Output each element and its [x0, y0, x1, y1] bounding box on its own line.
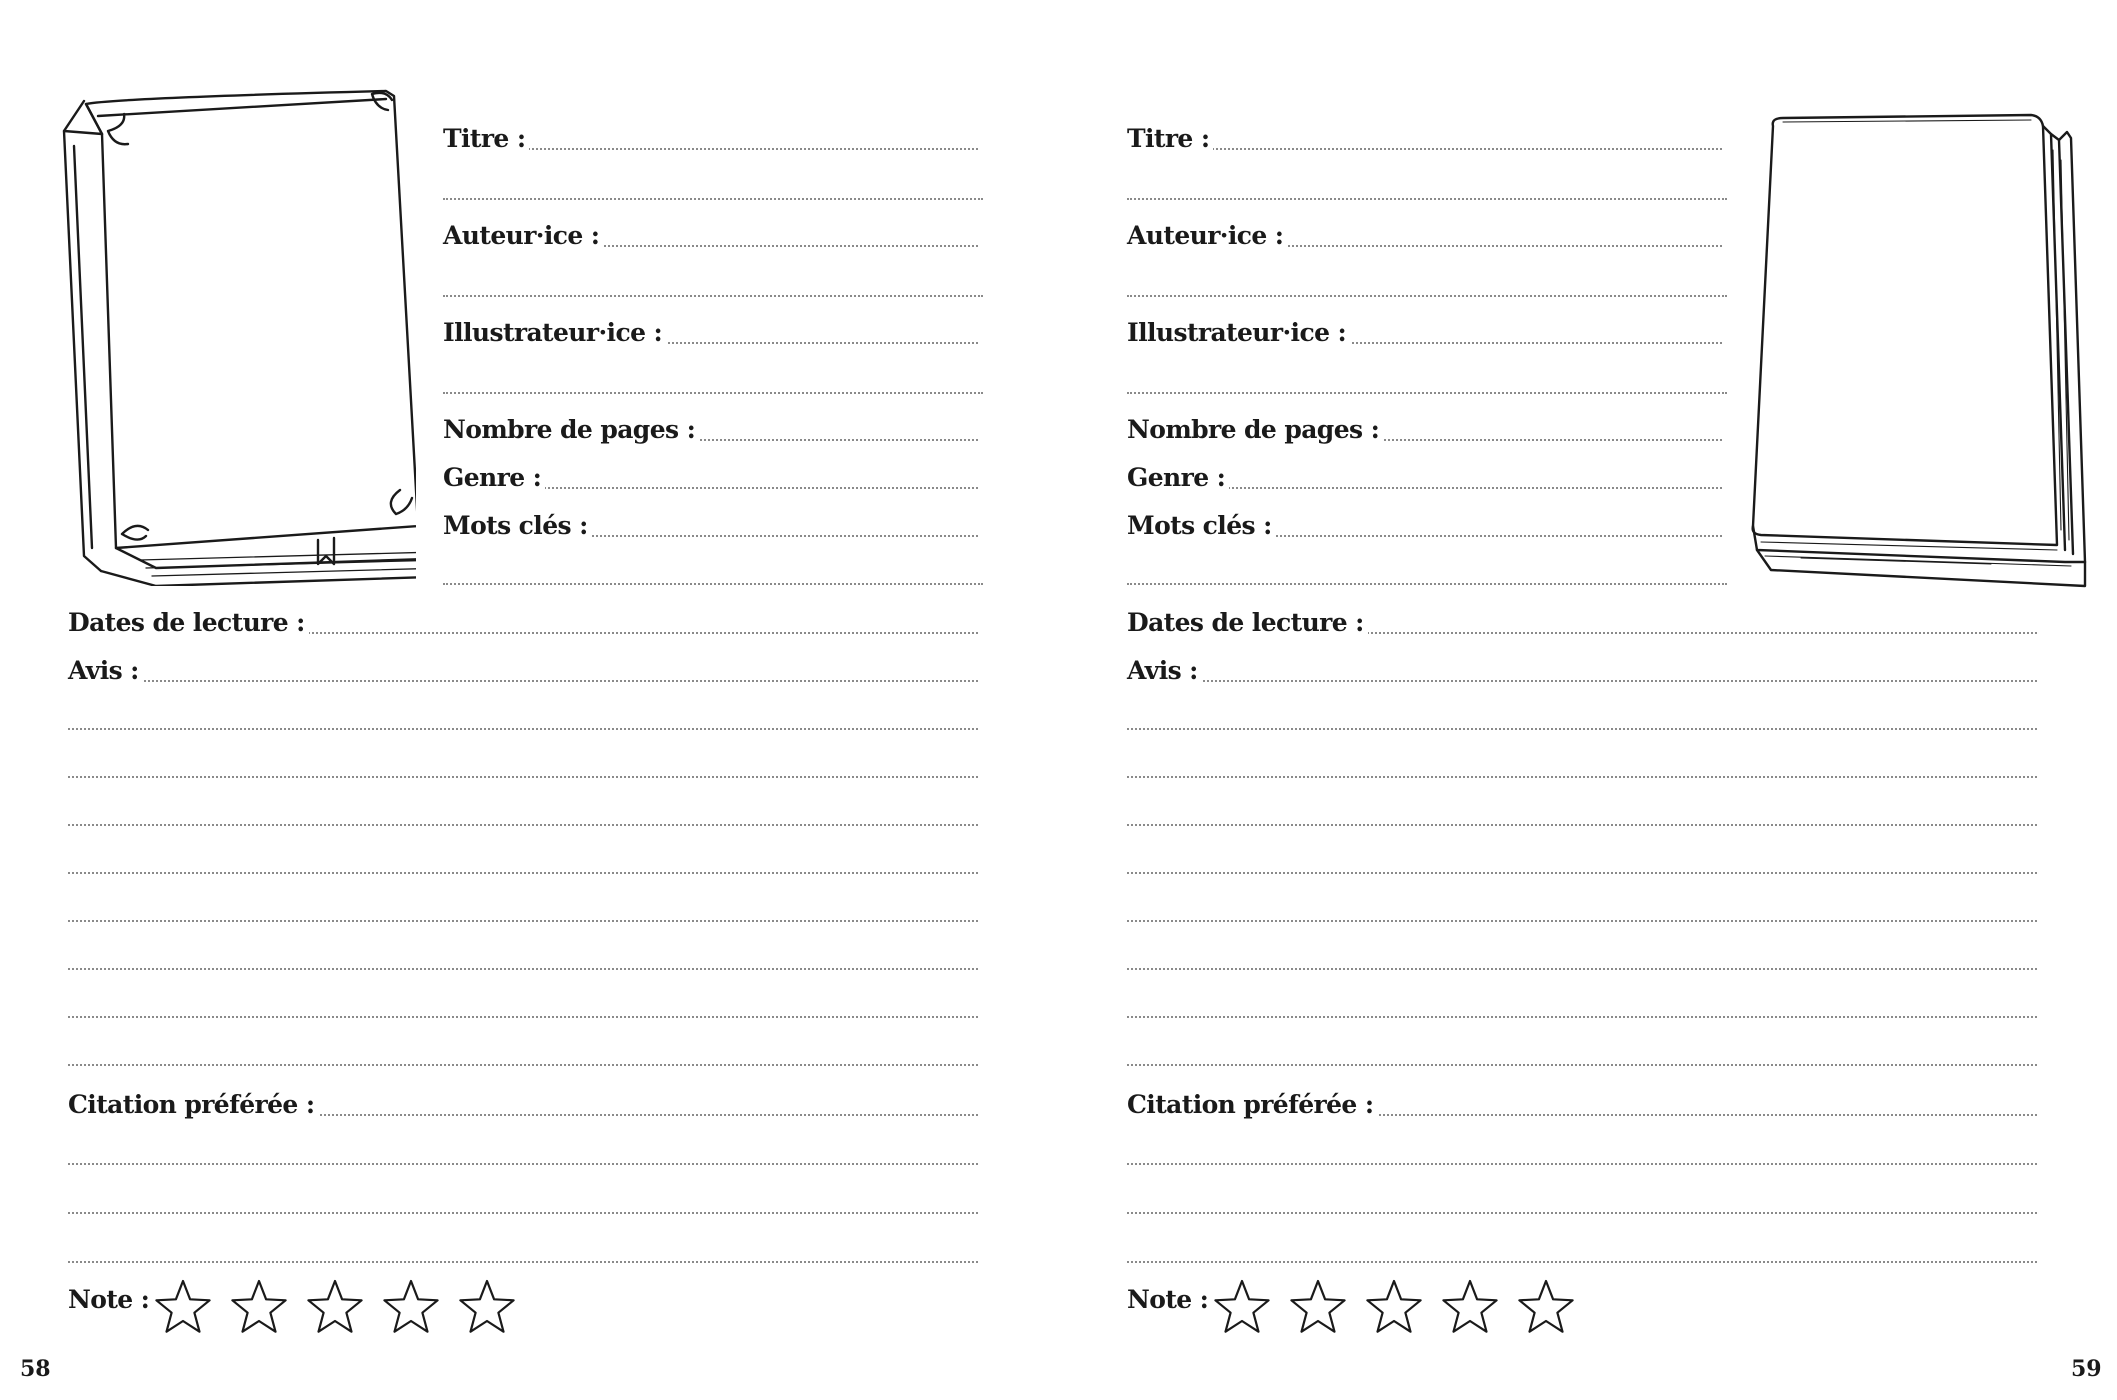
review-line-2[interactable] [1127, 728, 2037, 730]
quote-label: Citation préférée : [68, 1090, 318, 1120]
review-line-9[interactable] [68, 1064, 978, 1066]
review-line-8[interactable] [68, 1016, 978, 1018]
star-icon[interactable] [1288, 1278, 1348, 1338]
review-line[interactable] [1127, 680, 2037, 682]
rating-stars[interactable] [1212, 1278, 1576, 1338]
quote-line-4[interactable] [1127, 1261, 2037, 1263]
closed-book-icon [56, 86, 416, 586]
keywords-label: Mots clés : [1127, 511, 1276, 541]
review-line-3[interactable] [68, 776, 978, 778]
review-label: Avis : [68, 656, 143, 686]
review-line-2[interactable] [68, 728, 978, 730]
rating-stars[interactable] [153, 1278, 517, 1338]
author-label: Auteur·ice : [443, 221, 603, 251]
reading-dates-label: Dates de lecture : [1127, 608, 1368, 638]
review-line-4[interactable] [68, 824, 978, 826]
author-line-2[interactable] [1127, 295, 1727, 297]
title-line-2[interactable] [1127, 198, 1727, 200]
star-icon[interactable] [1212, 1278, 1272, 1338]
review-line-3[interactable] [1127, 776, 2037, 778]
quote-line-3[interactable] [68, 1212, 978, 1214]
star-icon[interactable] [381, 1278, 441, 1338]
page-number: 58 [20, 1356, 51, 1382]
review-line-9[interactable] [1127, 1064, 2037, 1066]
keywords-label: Mots clés : [443, 511, 592, 541]
quote-line-2[interactable] [1127, 1163, 2037, 1165]
star-icon[interactable] [1440, 1278, 1500, 1338]
illustrator-label: Illustrateur·ice : [443, 318, 666, 348]
illustrator-line-2[interactable] [443, 392, 983, 394]
pages-label: Nombre de pages : [443, 415, 699, 445]
star-icon[interactable] [229, 1278, 289, 1338]
keywords-line-2[interactable] [1127, 583, 1727, 585]
review-line-4[interactable] [1127, 824, 2037, 826]
title-label: Titre : [443, 124, 529, 154]
author-line-2[interactable] [443, 295, 983, 297]
review-line-5[interactable] [1127, 872, 2037, 874]
review-line[interactable] [68, 680, 978, 682]
left-page [0, 0, 1058, 1400]
author-label: Auteur·ice : [1127, 221, 1287, 251]
review-line-7[interactable] [1127, 968, 2037, 970]
review-label: Avis : [1127, 656, 1202, 686]
star-icon[interactable] [1516, 1278, 1576, 1338]
star-icon[interactable] [1364, 1278, 1424, 1338]
review-line-6[interactable] [1127, 920, 2037, 922]
pages-label: Nombre de pages : [1127, 415, 1383, 445]
title-line[interactable] [1127, 148, 1722, 150]
page-number: 59 [2071, 1356, 2102, 1382]
rating-label: Note : [1127, 1285, 1212, 1315]
illustrator-label: Illustrateur·ice : [1127, 318, 1350, 348]
keywords-line-2[interactable] [443, 583, 983, 585]
review-line-5[interactable] [68, 872, 978, 874]
right-page [1059, 0, 2117, 1400]
genre-label: Genre : [443, 463, 545, 493]
quote-label: Citation préférée : [1127, 1090, 1377, 1120]
star-icon[interactable] [457, 1278, 517, 1338]
review-line-6[interactable] [68, 920, 978, 922]
review-line-7[interactable] [68, 968, 978, 970]
quote-line-4[interactable] [68, 1261, 978, 1263]
star-icon[interactable] [153, 1278, 213, 1338]
quote-line-2[interactable] [68, 1163, 978, 1165]
star-icon[interactable] [305, 1278, 365, 1338]
title-line-2[interactable] [443, 198, 983, 200]
quote-line-3[interactable] [1127, 1212, 2037, 1214]
illustrator-line-2[interactable] [1127, 392, 1727, 394]
open-book-icon [1691, 110, 2111, 600]
reading-dates-label: Dates de lecture : [68, 608, 309, 638]
rating-label: Note : [68, 1285, 153, 1315]
review-line-8[interactable] [1127, 1016, 2037, 1018]
title-label: Titre : [1127, 124, 1213, 154]
genre-label: Genre : [1127, 463, 1229, 493]
